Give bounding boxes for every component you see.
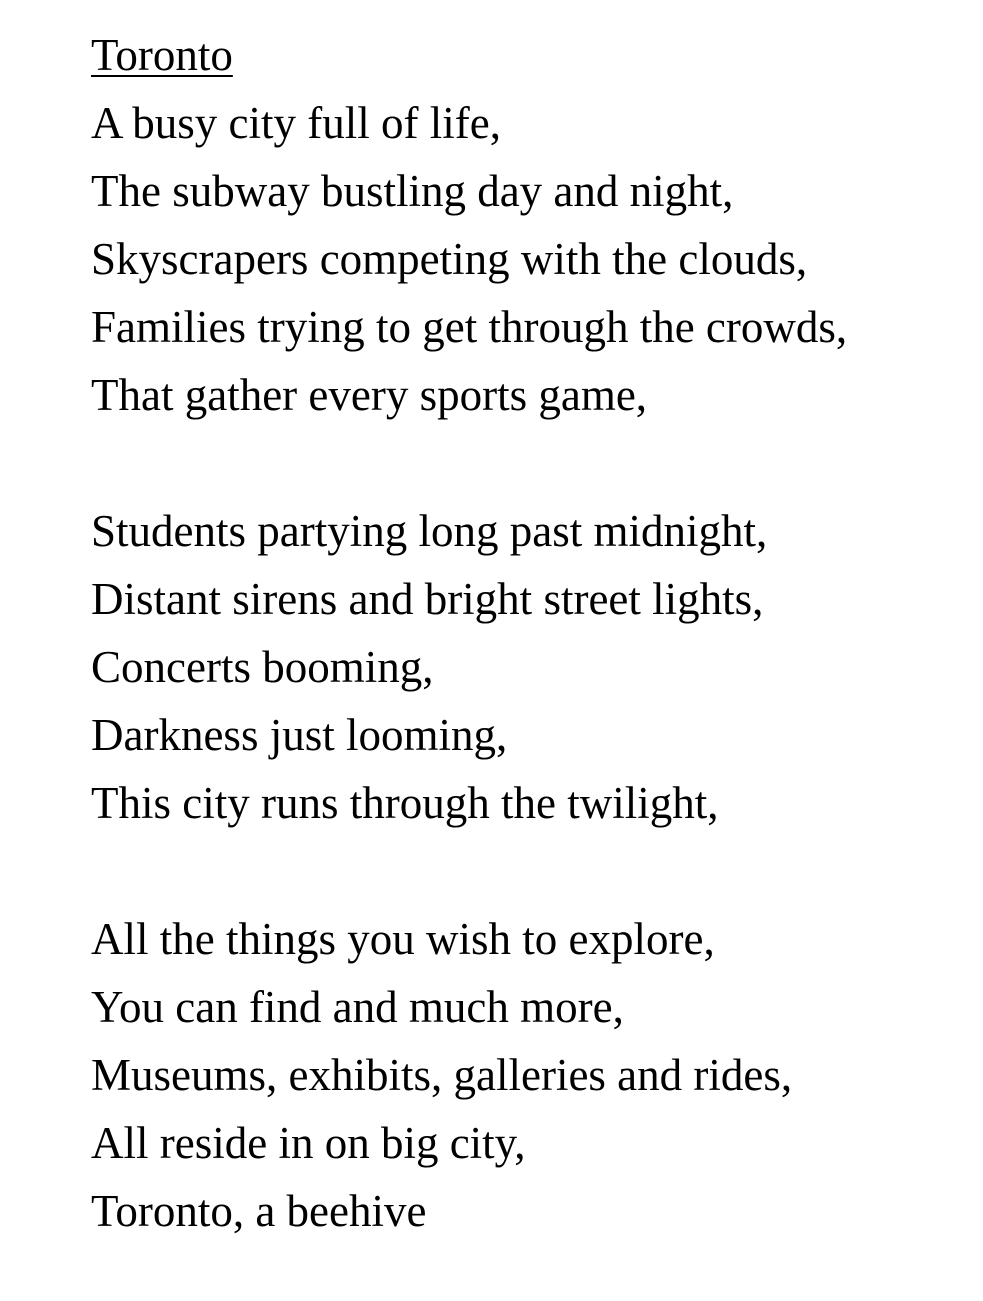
- poem-line: Darkness just looming,: [91, 710, 508, 760]
- poem-line: Concerts booming,: [91, 642, 434, 692]
- poem-line: You can find and much more,: [91, 982, 624, 1032]
- stanza-3: [91, 905, 971, 1245]
- poem-line: Museums, exhibits, galleries and rides,: [91, 1050, 793, 1100]
- poem-line: Toronto, a beehive: [91, 1186, 427, 1236]
- poem-title-line: [91, 21, 971, 89]
- stanza-2: [91, 497, 971, 837]
- poem-line: This city runs through the twilight,: [91, 778, 719, 828]
- stanza-break: [91, 429, 971, 497]
- poem: [91, 21, 971, 1245]
- stanza-1: [91, 89, 971, 429]
- poem-line: Students partying long past midnight,: [91, 506, 768, 556]
- poem-line: A busy city full of life,: [91, 98, 501, 148]
- poem-line: That gather every sports game,: [91, 370, 648, 420]
- poem-line: All reside in on big city,: [91, 1118, 526, 1168]
- poem-line: All the things you wish to explore,: [91, 914, 715, 964]
- poem-title: Toronto: [91, 30, 233, 80]
- poem-line: The subway bustling day and night,: [91, 166, 734, 216]
- poem-line: Distant sirens and bright street lights,: [91, 574, 764, 624]
- stanza-break: [91, 837, 971, 905]
- poem-line: Families trying to get through the crowds,: [91, 302, 848, 352]
- poem-line: Skyscrapers competing with the clouds,: [91, 234, 808, 284]
